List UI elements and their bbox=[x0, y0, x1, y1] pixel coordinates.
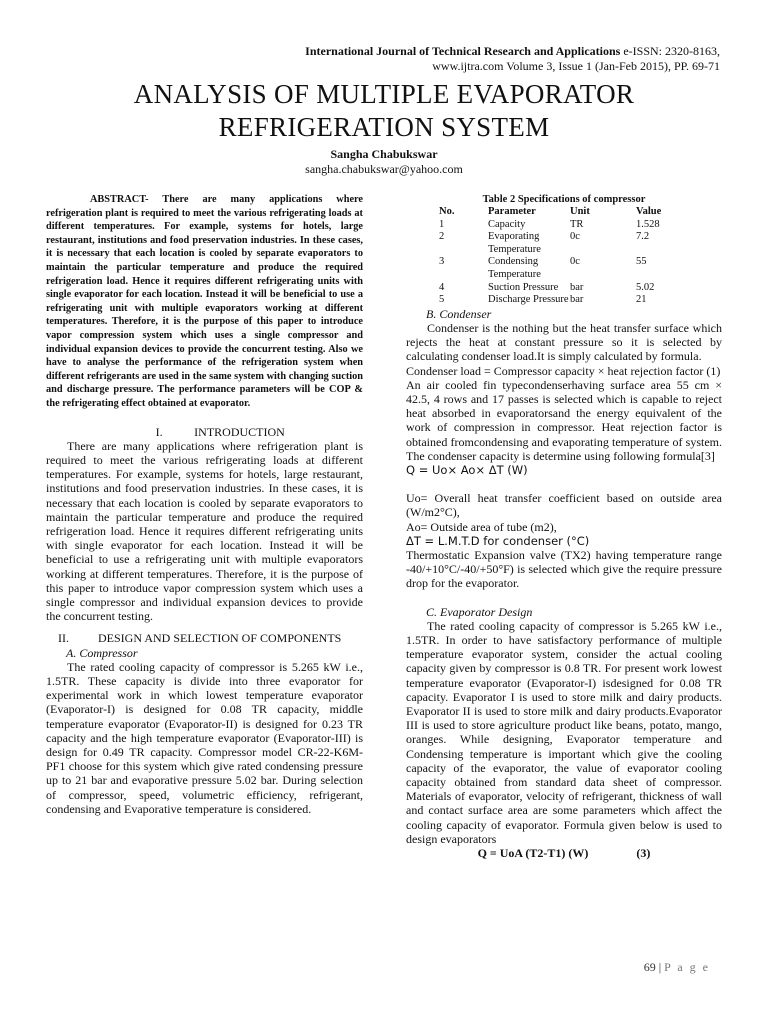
condenser-paragraph: Condenser is the nothing but the heat transfer surface which rejects the heat at constant pressure so it is selected by calculating condenser load.It is simply calculated by formula. bbox=[406, 320, 722, 364]
condenser-formula: Q = Uo× Ao× ΔT (W) bbox=[406, 462, 528, 477]
section-title: INTRODUCTION bbox=[194, 424, 285, 439]
section-heading-introduction bbox=[46, 425, 363, 439]
evaporator-paragraph: The rated cooling capacity of compressor is 5.265 kW i.e., 1.5TR. In order to have satisfactory performance of multiple temperature evaporator system, consider the actual cooling capacity given by compressor is 0.8 TR. For present work lowest temperature evaporator (Evaporator-I) isdesigned for 0.08 TR capacity. Evaporator I is used to store milk and dairy products. Evaporator II is used to store milk and dairy products.Evaporator III is used to store agriculture product like beans, potato, mango, oranges. While designing, Evaporator temperature and Condensing temperature is important which give the cooling capacity of the evaporator, the value of evaporator cooling capacity obtained from standard data sheet of compressor. Materials of evaporator, velocity of refrigerant, thickness of wall and contact surface area are some parameters which affect the cooling capacity of evaporator. Formula given below is used to design evaporators bbox=[406, 618, 722, 846]
table-cell: Capacity bbox=[488, 218, 526, 230]
table-cell: 5 bbox=[439, 294, 445, 306]
table-row bbox=[439, 256, 696, 281]
subsection-heading-compressor: A. Compressor bbox=[66, 645, 138, 660]
table-header-cell: Value bbox=[636, 206, 662, 217]
page-separator: | bbox=[655, 960, 665, 974]
section-heading-design bbox=[46, 631, 363, 645]
right-column bbox=[406, 193, 722, 860]
table-cell: Condensing Temperature bbox=[488, 256, 541, 280]
table-header-cell: No. bbox=[439, 206, 455, 217]
author-name: Sangha Chabukswar bbox=[330, 147, 438, 161]
subsection-heading-condenser: B. Condenser bbox=[426, 306, 492, 321]
definition-ao: Ao= Outside area of tube (m2), bbox=[406, 519, 557, 534]
table-row bbox=[439, 282, 696, 295]
paper-title-line-2: REFRIGERATION SYSTEM bbox=[218, 112, 550, 142]
abstract: ABSTRACT- There are many applications where refrigeration plant is required to meet the various refrigerating loads at different temperatures. For example, systems for hotels, large restaurant, institutions and food preservation industries. In these cases, it is necessary that each location is cooled by separate evaporators to maintain the particular temperature and produce the required refrigeration load. Hence it requires different refrigerating units with single evaporator for each location. Instead it will be beneficial to use a refrigerating unit with multiple evaporators working at different temperatures. Therefore, it is the purpose of this paper to introduce vapor compression system which uses a single compressor and individual expansion devices to provide the concurrent testing. Also we have to analyse the performance of the refrigeration system when different refrigerants are used in the same system with changing suction and discharge pressure. The performance parameters will be COP & the refrigerating effect obtained at evaporator. bbox=[46, 194, 363, 409]
journal-header bbox=[200, 44, 720, 58]
compressor-paragraph: The rated cooling capacity of compressor is 5.265 kW i.e., 1.5TR. These capacity is divide into three evaporator for experimental work in which lowest temperature evaporator (Evaporator-I) is designed for 0.08 TR capacity, middle temperature evaporator (Evaporator-II) is designed for 0.23 TR capacity and the high temperature evaporator (Evaporator-III) is design for 0.49 TR capacity. Compressor model CR-22-K6M-PF1 choose for this system which give rated condensing pressure up to 21 bar and evaporative pressure 5.02 bar. During selection of compressor, speed, volumetric efficiency, refrigerant, condensing and Evaporative temperature is considered. bbox=[46, 659, 363, 816]
table-cell: 1 bbox=[439, 218, 445, 230]
table-cell: 3 bbox=[439, 256, 445, 268]
table-row bbox=[439, 294, 696, 307]
table-caption: Table 2 Specifications of compressor bbox=[482, 194, 646, 205]
table-cell: 7.2 bbox=[636, 231, 650, 243]
evaporator-equation: Q = UoA (T2-T1) (W) (3) bbox=[477, 846, 651, 861]
section-title: DESIGN AND SELECTION OF COMPONENTS bbox=[98, 631, 342, 646]
journal-issn: e-ISSN: 2320-8163, bbox=[623, 44, 720, 58]
table-cell: Evaporating Temperature bbox=[488, 231, 541, 255]
table-cell: Suction Pressure bbox=[488, 281, 559, 293]
table-header-cell: Unit bbox=[570, 206, 590, 217]
introduction-paragraph: There are many applications where refrigeration plant is required to meet the various refrigerating loads at different temperatures. For example, systems for hotels, large restaurant, institutions and food preservation industries. In these cases, it is necessary that each location is cooled by separate evaporators to maintain the particular temperature and produce the required refrigeration load. Hence it requires different refrigerating units with single evaporator for each location. Instead it will be beneficial to use a refrigerating unit with multiple evaporators working at different temperatures. Therefore, it is the purpose of this paper to introduce vapor compression system which uses a single compressor and individual expansion devices to provide the concurrent testing. bbox=[46, 438, 363, 624]
table-cell: bar bbox=[570, 294, 584, 306]
definition-delta-t: ΔT = L.M.T.D for condenser (°C) bbox=[406, 533, 590, 548]
table-cell: 2 bbox=[439, 231, 445, 243]
page-footer bbox=[644, 960, 710, 975]
table-cell: 5.02 bbox=[636, 281, 655, 293]
table-row bbox=[439, 231, 696, 256]
subsection-heading-evaporator: C. Evaporator Design bbox=[426, 604, 533, 619]
author-email: sangha.chabukswar@yahoo.com bbox=[305, 162, 463, 176]
section-number: II. bbox=[58, 631, 69, 646]
table-cell: 4 bbox=[439, 281, 445, 293]
left-column bbox=[46, 193, 363, 816]
table-row bbox=[439, 219, 696, 232]
paper-title-line-1: ANALYSIS OF MULTIPLE EVAPORATOR bbox=[133, 79, 635, 109]
table-cell: 0c bbox=[570, 256, 580, 268]
paper-title bbox=[0, 78, 768, 144]
table-cell: 21 bbox=[636, 294, 647, 306]
section-number: I. bbox=[155, 424, 163, 439]
expansion-valve-paragraph: Thermostatic Expansion valve (TX2) having temperature range -40/+10°C/-40/+50°F) is selected which give the require pressure drop for the evaporator. bbox=[406, 548, 722, 591]
condenser-load-equation: Condenser load = Compressor capacity × heat rejection factor (1) bbox=[406, 363, 721, 378]
table-cell: bar bbox=[570, 281, 584, 293]
journal-volume-line: www.ijtra.com Volume 3, Issue 1 (Jan-Feb 2015), PP. 69-71 bbox=[432, 59, 720, 73]
compressor-spec-table bbox=[439, 206, 696, 307]
table-cell: 55 bbox=[636, 256, 647, 268]
table-cell: 1.528 bbox=[636, 218, 660, 230]
definition-uo: Uo= Overall heat transfer coefficient based on outside area (W/m2°C), bbox=[406, 491, 722, 520]
table-cell: TR bbox=[570, 218, 584, 230]
condenser-description: An air cooled fin typecondenserhaving surface area 55 cm × 42.5, 4 rows and 17 passes is selected which is capable to reject heat absorbed in evaporatorsand the energy equivalent of the work of compression in compressor. Heat rejection factor is obtained fromcondensing and evaporating temperature of system. The condenser capacity is determine using following formula[3] bbox=[406, 377, 722, 463]
journal-name: International Journal of Technical Research and Applications bbox=[305, 44, 621, 58]
table-header-row bbox=[439, 206, 696, 219]
page-number: 69 bbox=[643, 960, 656, 974]
page-label: P a g e bbox=[664, 960, 710, 974]
table-cell: Discharge Pressure bbox=[488, 294, 569, 306]
table-header-cell: Parameter bbox=[488, 206, 536, 217]
table-cell: 0c bbox=[570, 231, 580, 243]
